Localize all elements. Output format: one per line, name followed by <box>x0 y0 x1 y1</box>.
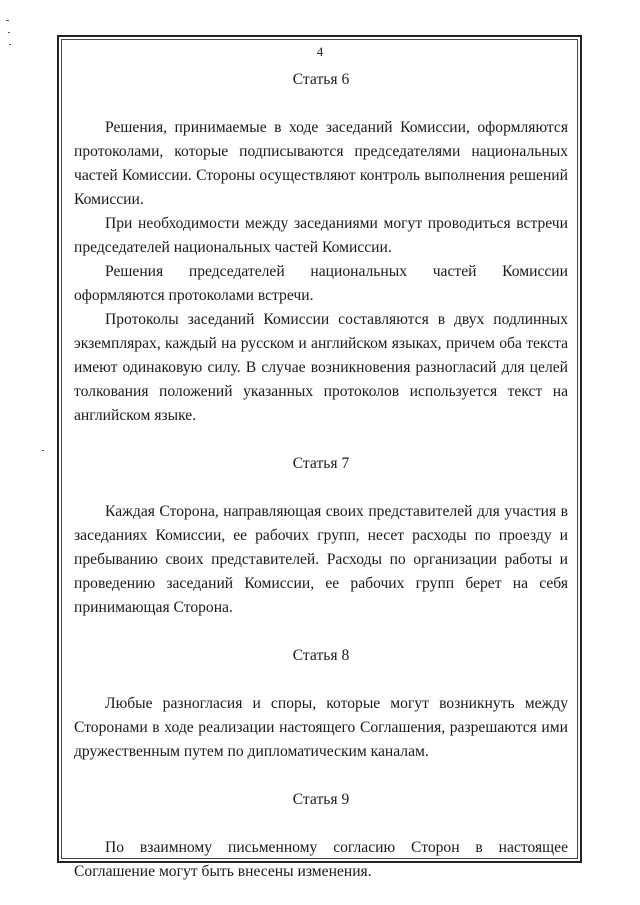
paragraph: При необходимости между заседаниями могут проводиться встречи председателей национальных частей Комиссии. <box>74 215 568 256</box>
paragraph: По взаимному письменному согласию Сторон в настоящее Соглашение могут быть внесены изменения. <box>74 839 568 880</box>
article-heading: Статья 9 <box>292 791 350 808</box>
document-body <box>74 68 568 884</box>
article-6 <box>74 68 568 428</box>
article-heading: Статья 6 <box>292 71 350 88</box>
paragraph: Любые разногласия и споры, которые могут возникнуть между Сторонами в ходе реализации настоящего Соглашения, разрешаются ими дружественным путем по дипломатическим каналам. <box>74 695 568 760</box>
scan-mark <box>6 20 9 21</box>
article-heading: Статья 8 <box>292 647 350 664</box>
scan-mark <box>42 450 44 451</box>
paragraph: Протоколы заседаний Комиссии составляются в двух подлинных экземплярах, каждый на русском и английском языках, причем оба текста имеют одинаковую силу. В случае возникновения разногласий для целей толкования положений указанных протоколов используется текст на английском языке. <box>74 311 568 424</box>
paragraph: Решения, принимаемые в ходе заседаний Комиссии, оформляются протоколами, которые подписываются председателями национальных частей Комиссии. Стороны осуществляют контроль выполнения решений Комиссии. <box>74 119 568 208</box>
page-number: 4 <box>316 44 324 59</box>
article-8 <box>74 644 568 764</box>
article-heading: Статья 7 <box>292 455 350 472</box>
article-9 <box>74 788 568 884</box>
paragraph: Каждая Сторона, направляющая своих представителей для участия в заседаниях Комиссии, ее рабочих групп, несет расходы по проезду и пребыванию своих представителей. Расходы по организации работы и проведению заседаний Комиссии, ее рабочих групп берет на себя принимающая Сторона. <box>74 503 568 616</box>
scan-mark <box>8 32 10 33</box>
article-7 <box>74 452 568 620</box>
paragraph: Решения председателей национальных частей Комиссии оформляются протоколами встречи. <box>74 263 568 304</box>
